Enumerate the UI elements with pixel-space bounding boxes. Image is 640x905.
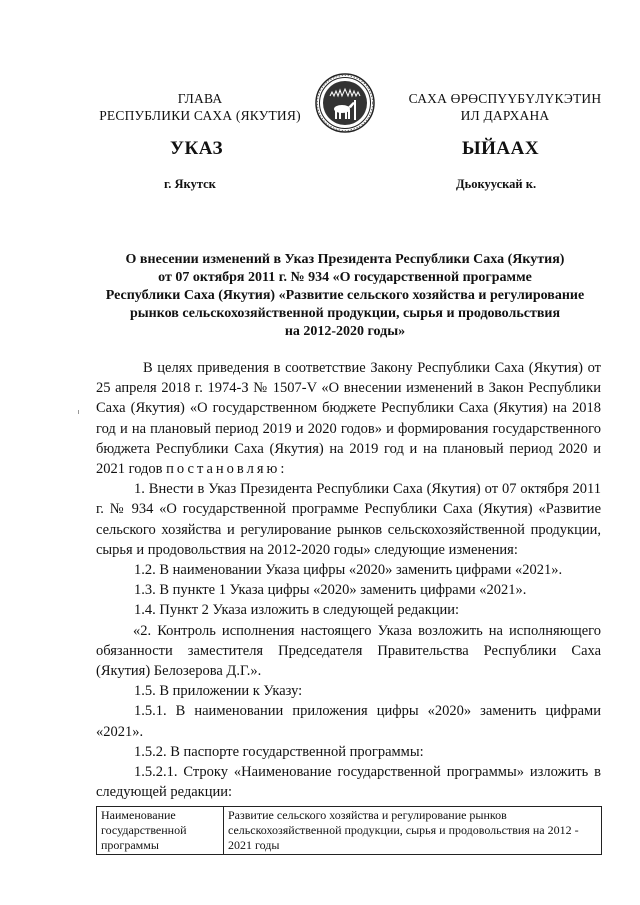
paragraph-1-2: 1.2. В наименовании Указа цифры «2020» заменить цифрами «2021». xyxy=(134,562,563,579)
header-right-line2: ИЛ ДАРХАНА xyxy=(460,108,550,123)
header-right-line1: САХА ӨРӨСПҮҮБҮЛҮКЭТИН xyxy=(408,91,602,106)
header-left xyxy=(80,90,320,124)
preamble-text: В целях приведения в соответствие Закону Республики Саха (Якутия) от 25 апреля 2018 г. 1974-З № 1507-V «О внесении изменений в Закон Республики Саха (Якутия) «О государственном бюджете Республики Саха (Якутия) на 2018 год и на плановый период 2019 и 2020 годов» и формирования государственного бюджета Республики Саха (Якутия) на 2019 год и на плановый период 2020 и 2021 годов xyxy=(96,360,601,478)
table-value-cell: Развитие сельского хозяйства и регулирование рынков сельскохозяйственной продукции, сырья и продовольствия на 2012 - 2021 годы xyxy=(224,807,602,855)
document-title xyxy=(90,251,600,341)
city-left: г. Якутск xyxy=(164,177,216,191)
preamble-paragraph xyxy=(96,358,601,479)
city-right: Дьокуускай к. xyxy=(456,177,537,191)
title-line4: рынков сельскохозяйственной продукции, сырья и продовольствия xyxy=(129,306,561,321)
paragraph-1-5-2-1: 1.5.2.1. Строку «Наименование государственной программы» изложить в следующей редакции: xyxy=(96,764,601,801)
margin-mark xyxy=(78,410,79,414)
title-line5: на 2012-2020 годы» xyxy=(284,324,406,339)
paragraph-1-3: 1.3. В пункте 1 Указа цифры «2020» заменить цифрами «2021». xyxy=(134,582,527,599)
paragraph-1: 1. Внести в Указ Президента Республики Саха (Якутия) от 07 октября 2011 г. № 934 «О государственной программе Республики Саха (Якутия) «Развитие сельского хозяйства и регулирование рынков сельскохозяйственной продукции, сырья и продовольствия на 2012-2020 годы» следующие изменения: xyxy=(96,481,601,558)
header-right xyxy=(390,90,620,124)
table-label-cell: Наименование государственной программы xyxy=(97,807,224,855)
header-left-line2: РЕСПУБЛИКИ САХА (ЯКУТИЯ) xyxy=(99,108,301,123)
coat-of-arms-icon xyxy=(314,72,376,134)
document-body xyxy=(96,358,601,802)
decree-word: постановляю: xyxy=(166,461,288,478)
decree-label-right: ЫЙААХ xyxy=(462,138,540,159)
decree-label-left: УКАЗ xyxy=(170,138,223,159)
table-row xyxy=(97,807,602,855)
header-left-line1: ГЛАВА xyxy=(177,91,223,106)
paragraph-1-5-1: 1.5.1. В наименовании приложения цифры «2020» заменить цифрами «2021». xyxy=(96,703,601,740)
title-line1: О внесении изменений в Указ Президента Республики Саха (Якутия) xyxy=(125,252,565,267)
paragraph-1-5-2: 1.5.2. В паспорте государственной программы: xyxy=(134,743,424,760)
paragraph-1-4-quote: «2. Контроль исполнения настоящего Указа возложить на исполняющего обязанности заместителя Председателя Правительства Республики Саха (Якутия) Белозерова Д.Г.». xyxy=(96,622,601,680)
program-name-table xyxy=(96,806,602,855)
title-line2: от 07 октября 2011 г. № 934 «О государственной программе xyxy=(158,270,532,285)
paragraph-1-5: 1.5. В приложении к Указу: xyxy=(134,683,303,700)
paragraph-1-4: 1.4. Пункт 2 Указа изложить в следующей редакции: xyxy=(134,602,460,619)
title-line3: Республики Саха (Якутия) «Развитие сельского хозяйства и регулирование xyxy=(105,288,585,303)
